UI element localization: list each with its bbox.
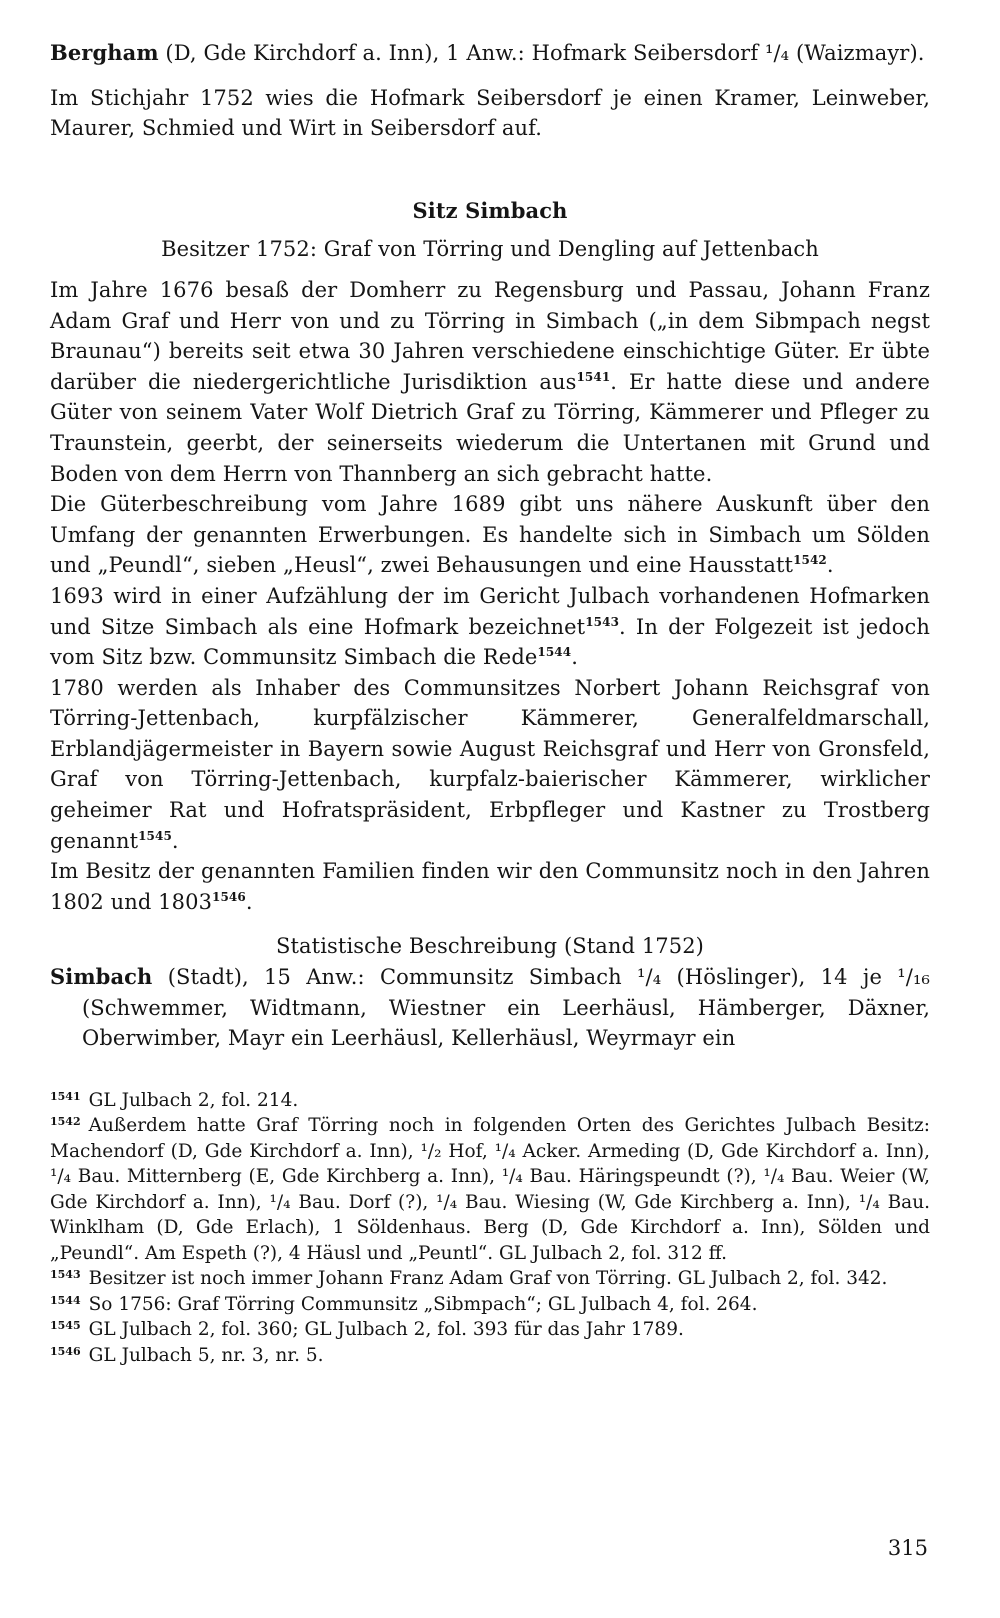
paragraph-text: . Er hatte diese und andere Güter von seinem Vater Wolf Dietrich Graf zu Törring, Kämmerer und Pfleger zu Traunstein, geerbt, der seinerseits wiederum die Untertanen mit Grund und Boden von dem Herrn von Thannberg an sich gebracht hatte. (50, 369, 930, 486)
paragraph-text: . (171, 828, 179, 853)
footnote (50, 1088, 930, 1114)
section-owner: Besitzer 1752: Graf von Törring und Dengling auf Jettenbach (161, 237, 819, 262)
paragraph-text: . (571, 645, 578, 670)
footnotes (50, 1088, 930, 1369)
section-title: Sitz Simbach (412, 197, 568, 223)
footnote-text: GL Julbach 2, fol. 214. (88, 1089, 299, 1111)
footnote-text: So 1756: Graf Törring Communsitz „Sibmpach“; GL Julbach 4, fol. 264. (88, 1293, 758, 1315)
footnote-number: 1542 (50, 1115, 81, 1129)
entry-term: Bergham (50, 40, 159, 65)
paragraph-text: 1693 wird in einer Aufzählung der im Gericht Julbach vorhandenen Hofmarken und Sitze Simbach als eine Hofmark bezeichnet (50, 583, 930, 639)
page (50, 38, 930, 1368)
footnote-number: 1543 (50, 1268, 81, 1282)
footnote-text: Außerdem hatte Graf Törring noch in folgenden Orten des Gerichtes Julbach Besitz: Machendorf (D, Gde Kirchdorf a. Inn), ¹/₂ Hof, ¹/₄ Acker. Armeding (D, Gde Kirchdorf a. Inn), ¹/₄ Bau. Mitternberg (E, Gde Kirchberg a. Inn), ¹/₄ Bau. Häringspeundt (?), ¹/₄ Bau. Weier (W, Gde Kirchdorf a. Inn), ¹/₄ Bau. Dorf (?), ¹/₄ Bau. Wiesing (W, Gde Kirchberg a. Inn), ¹/₄ Bau. Winklham (D, Gde Erlach), 1 Söldenhaus. Berg (D, Gde Kirchdorf a. Inn), Sölden und „Peundl“. Am Espeth (?), 4 Häusl und „Peuntl“. GL Julbach 2, fol. 312 ff. (50, 1115, 930, 1264)
paragraph-stichjahr: Im Stichjahr 1752 wies die Hofmark Seibersdorf je einen Kramer, Leinweber, Maurer, Schmied und Wirt in Seibersdorf auf. (50, 85, 930, 141)
paragraph-1 (50, 275, 930, 489)
footnote (50, 1343, 930, 1369)
footnote-ref: 1542 (793, 553, 827, 568)
footnote-number: 1545 (50, 1319, 81, 1333)
footnote-ref: 1545 (138, 828, 172, 843)
footnote (50, 1292, 930, 1318)
footnote-text: Besitzer ist noch immer Johann Franz Adam Graf von Törring. GL Julbach 2, fol. 342. (88, 1268, 888, 1290)
paragraph-text: . (826, 553, 834, 578)
paragraph-3 (50, 581, 930, 673)
paragraph-5 (50, 856, 930, 917)
footnote-number: 1544 (50, 1293, 81, 1307)
footnote-ref: 1546 (212, 889, 246, 904)
paragraph-4 (50, 673, 930, 857)
paragraph-text: Im Besitz der genannten Familien finden wir den Communsitz noch in den Jahren 1802 und 1803 (50, 859, 930, 914)
entry-bergham (50, 38, 930, 69)
paragraph-text: 1780 werden als Inhaber des Communsitzes Norbert Johann Reichsgraf von Törring-Jettenbach, kurpfälzischer Kämmerer, Generalfeldmarschall, Erblandjägermeister in Bayern sowie August Reichsgraf und Herr von Gronsfeld, Graf von Törring-Jettenbach, kurpfalz-baierischer Kämmerer, wirklicher geheimer Rat und Hofratspräsident, Erbpfleger und Kastner zu Trostberg genannt (50, 675, 930, 853)
footnote (50, 1317, 930, 1343)
page-number: 315 (887, 1536, 928, 1560)
footnote-ref: 1543 (585, 614, 620, 629)
main-text (50, 38, 930, 1054)
footnote-ref: 1544 (537, 645, 572, 660)
footnote-text: GL Julbach 5, nr. 3, nr. 5. (88, 1344, 324, 1366)
paragraph-text: Die Güterbeschreibung vom Jahre 1689 gibt uns nähere Auskunft über den Umfang der genannten Erwerbungen. Es handelte sich in Simbach um Sölden und „Peundl“, sieben „Heusl“, zwei Behausungen und eine Hausstatt (50, 492, 930, 578)
paragraph-2 (50, 489, 930, 581)
footnote-ref: 1541 (576, 369, 611, 384)
footnote (50, 1266, 930, 1292)
paragraph-text: . (245, 889, 253, 914)
entry-term: Simbach (50, 964, 153, 990)
entry-text: (Stadt), 15 Anw.: Communsitz Simbach ¹/₄ (Höslinger), 14 je ¹/₁₆ (Schwemmer, Widtmann, Wiestner ein Leerhäusl, Hämberger, Däxner, Oberwimber, Mayr ein Leerhäusl, Kellerhäusl, Weyrmayr ein (82, 965, 930, 1051)
statistics-heading: Statistische Beschreibung (Stand 1752) (276, 934, 704, 959)
footnote (50, 1113, 930, 1266)
footnote-number: 1541 (50, 1089, 81, 1103)
paragraph-text: . In der Folgezeit ist jedoch vom Sitz bzw. Communsitz Simbach die Rede (50, 614, 930, 670)
footnote-number: 1546 (50, 1344, 81, 1358)
entry-text: (D, Gde Kirchdorf a. Inn), 1 Anw.: Hofmark Seibersdorf ¹/₄ (Waizmayr). (158, 41, 925, 65)
paragraph-text: Im Jahre 1676 besaß der Domherr zu Regensburg und Passau, Johann Franz Adam Graf und Herr von und zu Törring in Simbach („in dem Sibmpach negst Braunau“) bereits seit etwa 30 Jahren verschiedene einschichtige Güter. Er übte darüber die niedergerichtliche Jurisdiktion aus (50, 277, 930, 394)
entry-simbach (50, 962, 930, 1054)
footnote-text: GL Julbach 2, fol. 360; GL Julbach 2, fol. 393 für das Jahr 1789. (88, 1319, 684, 1341)
